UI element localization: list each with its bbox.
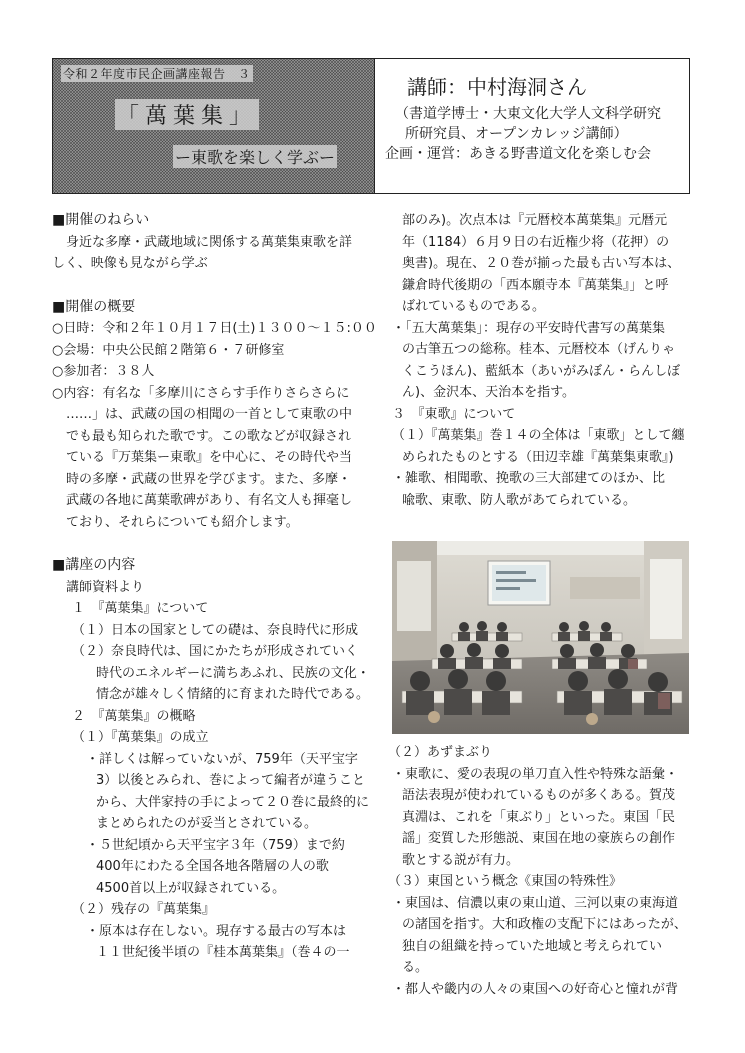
text-line: まとめられたのが妥当とされている。	[96, 816, 318, 831]
text-line: 3）以後とみられ、巻によって編者が違うこと	[96, 773, 366, 788]
text-line: 独自の組織を持っていた地域と考えられてい	[402, 938, 663, 954]
text-line: ・都人や畿内の人々の東国への好奇心と憧れが背	[392, 981, 679, 997]
section-spacer	[52, 533, 372, 555]
text-line: １ 『萬葉集』について	[72, 601, 209, 616]
text-line: ○内容：有名な「多摩川にさらす手作りさらさらに	[52, 385, 350, 401]
text-line: ○日時：令和２年１０月１７日(土)１３００〜１５:００	[52, 321, 377, 336]
text-line: １１世紀後半頃の『桂本萬葉集』（巻４の一	[96, 945, 350, 960]
page-title: 「萬葉集」	[115, 99, 259, 130]
text-line: 4500首以上が収録されている。	[96, 880, 286, 896]
text-line: ○参加者：３８人	[52, 364, 155, 379]
text-line: くこうほん)、藍紙本（あいがみぼん・らんしぼ	[402, 363, 681, 379]
text-line: から、大伴家持の手によって２０巻に最終的に	[96, 794, 370, 810]
text-line: 奥書)。現在、２０巻が揃った最も古い写本は、	[402, 256, 681, 271]
series-label: 令和２年度市民企画講座報告 ３	[63, 67, 251, 81]
text-line: （１）『萬葉集』の成立	[72, 730, 209, 745]
text-line: ○会場：中央公民館２階第６・７研修室	[52, 342, 285, 358]
classroom-photo-image	[392, 541, 689, 734]
text-line: ・５世紀頃から天平宝字３年（759）まで約	[86, 837, 345, 853]
text-line: の古筆五つの総称。桂本、元暦校本（げんりゃ	[402, 342, 676, 357]
section-heading: ■開催のねらい	[52, 212, 150, 228]
text-line: 部のみ)。次点本は『元暦校本萬葉集』元暦元	[402, 213, 668, 228]
text-line: 400年にわたる全国各地各階層の人の歌	[96, 859, 329, 874]
text-line: 語法表現が使われているものが多くある。賀茂	[402, 788, 676, 803]
right-column-bottom	[388, 742, 693, 1000]
section-spacer	[52, 275, 372, 297]
text-line: 時代のエネルギーに満ちあふれ、民族の文化・	[96, 665, 370, 681]
text-line: められたものとする（田辺幸雄『萬葉集東歌』)	[402, 449, 674, 465]
text-line: 鎌倉時代後期の「西本願寺本『萬葉集』」と呼	[402, 277, 669, 293]
text-line: ・「五大萬葉集」：現存の平安時代書写の萬葉集	[392, 320, 666, 336]
text-line: でも最も知られた歌です。この歌などが収録され	[66, 428, 351, 444]
text-line: 謡」変質した形態説、東国在地の豪族らの創作	[402, 831, 676, 846]
text-line: 武蔵の各地に萬葉歌碑があり、有名文人も揮毫し	[66, 493, 353, 508]
lecturer-panel	[375, 59, 689, 193]
text-line: 真淵は、これを「東ぶり」といった。東国「民	[402, 809, 676, 825]
page-subtitle: ー東歌を楽しく学ぶー	[173, 145, 337, 168]
lecture-photo	[392, 541, 689, 734]
section-heading: ■講座の内容	[52, 557, 136, 573]
text-line: しく、映像も見ながら学ぶ	[52, 256, 208, 271]
organizer: 企画・運営：あきる野書道文化を楽しむ会	[385, 146, 651, 162]
text-line: ており、それらについても紹介します。	[66, 514, 299, 530]
text-line: ばれているものである。	[402, 299, 546, 314]
text-line: ている『万葉集ー東歌』を中心に、その時代や当	[66, 450, 353, 465]
text-line: 喩歌、東歌、防人歌があてられている。	[402, 492, 637, 508]
right-column-top	[388, 210, 693, 511]
text-line: 時の多摩・武蔵の世界を学びます。また、多摩・	[66, 471, 351, 487]
title-panel	[53, 59, 375, 193]
text-line: ３ 『東歌』について	[392, 406, 516, 422]
text-line: （３）東国という概念《東国の特殊性》	[388, 874, 623, 889]
text-line: （２）奈良時代は、国にかたちが形成されていく	[72, 644, 359, 659]
text-line: 身近な多摩・武蔵地域に関係する萬葉集東歌を詳	[66, 234, 353, 250]
text-line: （２）残存の『萬葉集』	[72, 902, 216, 917]
lecturer-affiliation	[395, 104, 679, 144]
text-line: る。	[402, 960, 429, 975]
text-line: （２）あずまぶり	[388, 745, 493, 760]
text-line: ・原本は存在しない。現存する最古の写本は	[86, 923, 347, 939]
affiliation-line: 所研究員、オープンカレッジ講師）	[405, 126, 628, 142]
text-line: ・雑歌、相聞歌、挽歌の三大部建てのほか、比	[392, 471, 666, 486]
affiliation-line: （書道学博士・大東文化大学人文科学研究	[395, 106, 661, 122]
text-line: 情念が雄々しく情緒的に育まれた時代である。	[96, 687, 370, 702]
text-line: ・東歌に、愛の表現の単刀直入性や特殊な語彙・	[392, 766, 679, 782]
text-line: （１）『萬葉集』巻１４の全体は「東歌」として纏	[392, 428, 685, 443]
report-header	[52, 58, 690, 194]
text-line: 講師資料より	[66, 579, 145, 595]
text-line: ん)、金沢本、天治本を指す。	[402, 385, 576, 400]
section-heading: ■開催の概要	[52, 298, 136, 315]
text-line: ……」は、武蔵の国の相聞の一首として東歌の中	[66, 407, 353, 422]
text-line: ・詳しくは解っていないが、759年（天平宝字	[86, 751, 358, 767]
text-line: ・東国は、信濃以東の東山道、三河以東の東海道	[392, 895, 679, 911]
text-line: 歌とする説が有力。	[402, 852, 520, 868]
text-line: 年（1184）６月９日の右近権少将（花押）の	[402, 234, 670, 250]
text-line: ２ 『萬葉集』の概略	[72, 708, 196, 724]
lecturer-name: 講師：中村海洞さん	[407, 75, 587, 99]
text-line: の諸国を指す。大和政権の支配下にはあったが、	[402, 917, 687, 932]
text-line: （１）日本の国家としての礎は、奈良時代に形成	[72, 622, 359, 638]
left-column	[52, 210, 377, 964]
